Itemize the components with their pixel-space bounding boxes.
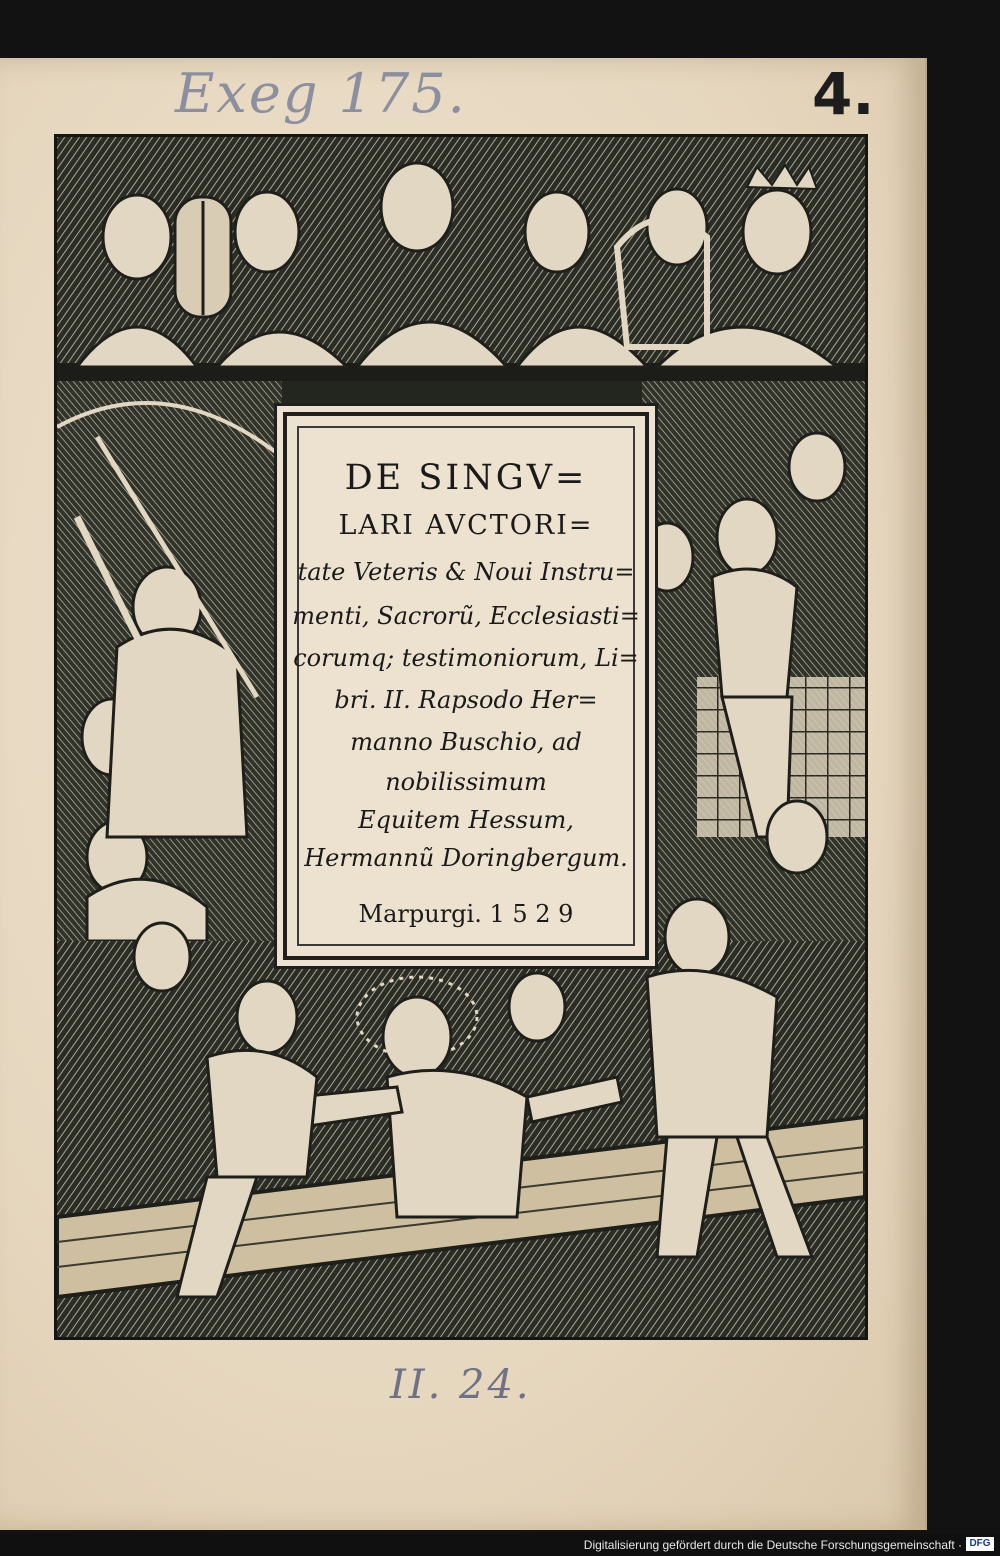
pencil-bottom-mark: II. 24. xyxy=(390,1362,532,1408)
footer-credit: Digitalisierung gefördert durch die Deutsche Forschungsgemeinschaft · xyxy=(583,1538,962,1552)
title-line: tate Veteris & Noui Instru= xyxy=(297,558,635,586)
footer-bar xyxy=(0,1534,1000,1556)
corner-page-number: 4. xyxy=(812,60,875,128)
title-line: corumq; testimoniorum, Li= xyxy=(293,644,639,672)
title-line: DE SINGV= xyxy=(344,458,588,498)
title-line: Equitem Hessum, xyxy=(358,806,574,834)
pencil-shelfmark: Exeg 175. xyxy=(175,62,467,125)
title-line: bri. II. Rapsodo Her= xyxy=(334,686,598,714)
title-line: menti, Sacrorũ, Ecclesiasti= xyxy=(292,602,640,630)
dfg-logo-icon: DFG xyxy=(966,1537,994,1551)
imprint-line: Marpurgi. 1 5 2 9 xyxy=(358,900,574,928)
title-line: manno Buschio, ad xyxy=(350,728,582,756)
title-line: Hermannũ Doringbergum. xyxy=(304,844,628,872)
title-line: nobilissimum xyxy=(385,768,547,796)
title-panel xyxy=(283,412,649,960)
title-line: LARI AVCTORI= xyxy=(338,510,594,541)
